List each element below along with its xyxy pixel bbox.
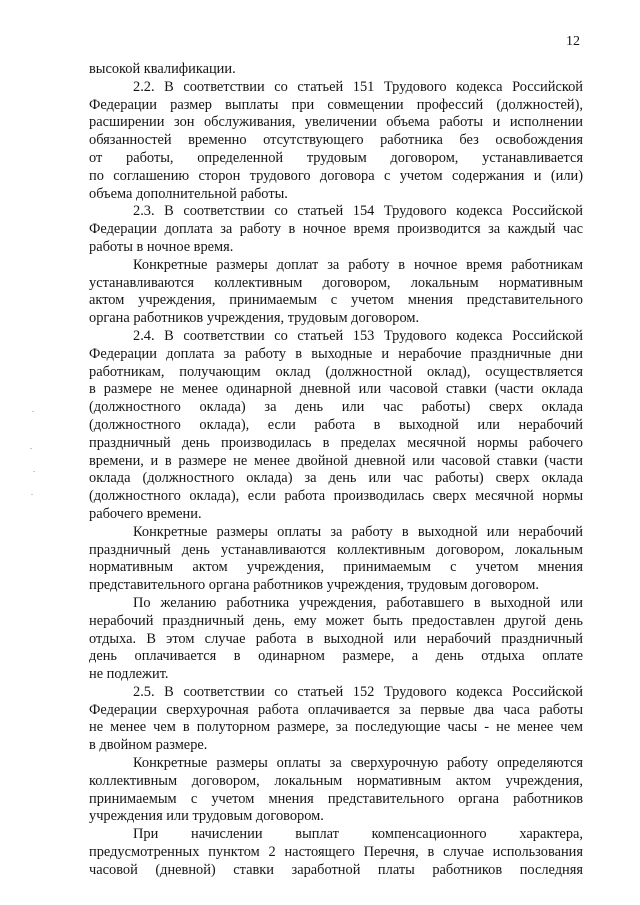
text-line: не подлежит. <box>89 666 169 683</box>
text-line: 2.4. В соответствии со статьей 153 Трудового кодекса Российской <box>133 327 583 344</box>
text-line: 2.2. В соответствии со статьей 151 Трудового кодекса Российской <box>133 78 583 95</box>
text-line: (должностного оклада) за день или час работы) сверх оклада <box>89 399 583 416</box>
scan-speck <box>31 494 33 495</box>
text-line: обязанностей временно отсутствующего работника без освобождения <box>89 132 583 149</box>
text-line: часовой (дневной) ставки заработной платы работников последняя <box>89 861 583 878</box>
text-line: предусмотренных пунктом 2 настоящего Перечня, в случае использования <box>89 844 583 861</box>
paragraph <box>89 61 583 79</box>
paragraph <box>89 595 583 684</box>
text-line: не менее чем в полуторном размере, за последующие часы - не менее чем <box>89 719 583 736</box>
paragraph <box>89 79 583 204</box>
text-line: органа работников учреждения, трудовым договором. <box>89 310 420 327</box>
text-line: праздничный день производилась в пределах месячной нормы рабочего <box>89 434 583 451</box>
text-line: высокой квалификации. <box>89 61 236 77</box>
scan-speck <box>30 448 32 449</box>
text-line: работникам, получающим оклад (должностной оклад), осуществляется <box>89 363 583 380</box>
scan-speck <box>33 471 35 472</box>
paragraph <box>89 328 583 524</box>
text-line: оклада (должностного оклада) за день или час работы) сверх оклада <box>89 470 583 487</box>
text-line: Федерации доплата за работу в выходные и нерабочие праздничные дни <box>89 345 583 362</box>
text-line: Конкретные размеры доплат за работу в ночное время работникам <box>133 256 583 273</box>
text-line: Федерации доплата за работу в ночное время производится за каждый час <box>89 221 583 238</box>
text-line: По желанию работника учреждения, работавшего в выходной или <box>133 594 583 611</box>
text-line: Федерации размер выплаты при совмещении профессий (должностей), <box>89 96 583 113</box>
text-line: день оплачивается в одинарном размере, а день отдыха оплате <box>89 648 583 665</box>
text-line: При начислении выплат компенсационного характера, <box>133 826 583 843</box>
text-line: коллективным договором, локальным нормативным актом учреждения, <box>89 772 583 789</box>
text-line: 2.3. В соответствии со статьей 154 Трудового кодекса Российской <box>133 203 583 220</box>
text-line: в двойном размере. <box>89 737 208 754</box>
text-line: принимаемым с учетом мнения представительного органа работников <box>89 790 583 807</box>
document-body <box>89 61 583 880</box>
text-line: в размере не менее одинарной дневной или часовой ставки (части оклада <box>89 381 583 398</box>
text-line: 2.5. В соответствии со статьей 152 Трудового кодекса Российской <box>133 683 583 700</box>
text-line: (должностного оклада), если работа в выходной или нерабочий <box>89 416 583 433</box>
text-line: учреждения или трудовым договором. <box>89 808 324 825</box>
text-line: нерабочий праздничный день, ему может быть предоставлен другой день <box>89 612 583 629</box>
paragraph <box>89 524 583 595</box>
text-line: праздничный день устанавливаются коллективным договором, локальным <box>89 541 583 558</box>
text-line: времени, и в размере не менее двойной дневной или часовой ставки (части <box>89 452 583 469</box>
text-line: представительного органа работников учреждения, трудовым договором. <box>89 577 539 594</box>
text-line: по соглашению сторон трудового договора с учетом содержания и (или) <box>89 167 583 184</box>
text-line: актом учреждения, принимаемым с учетом мнения представительного <box>89 292 583 309</box>
scan-speck <box>32 411 34 412</box>
page-number: 12 <box>566 34 580 49</box>
text-line: Конкретные размеры оплаты за работу в выходной или нерабочий <box>133 523 583 540</box>
text-line: (должностного оклада), если работа производилась сверх месячной нормы <box>89 488 583 505</box>
text-line: Конкретные размеры оплаты за сверхурочную работу определяются <box>133 755 583 772</box>
text-line: отдыха. В этом случае работа в выходной или нерабочий праздничный <box>89 630 583 647</box>
text-line: нормативным актом учреждения, принимаемым с учетом мнения <box>89 559 583 576</box>
paragraph <box>89 755 583 826</box>
text-line: расширении зон обслуживания, увеличении объема работы и исполнении <box>89 114 583 131</box>
text-line: работы в ночное время. <box>89 238 234 255</box>
paragraph <box>89 826 583 879</box>
text-line: объема дополнительной работы. <box>89 185 288 202</box>
text-line: устанавливаются коллективным договором, локальным нормативным <box>89 274 583 291</box>
paragraph <box>89 684 583 755</box>
text-line: рабочего времени. <box>89 505 202 522</box>
paragraph <box>89 257 583 328</box>
text-line: Федерации сверхурочная работа оплачивается за первые два часа работы <box>89 701 583 718</box>
paragraph <box>89 203 583 256</box>
text-line: от работы, определенной трудовым договором, устанавливается <box>89 149 583 166</box>
